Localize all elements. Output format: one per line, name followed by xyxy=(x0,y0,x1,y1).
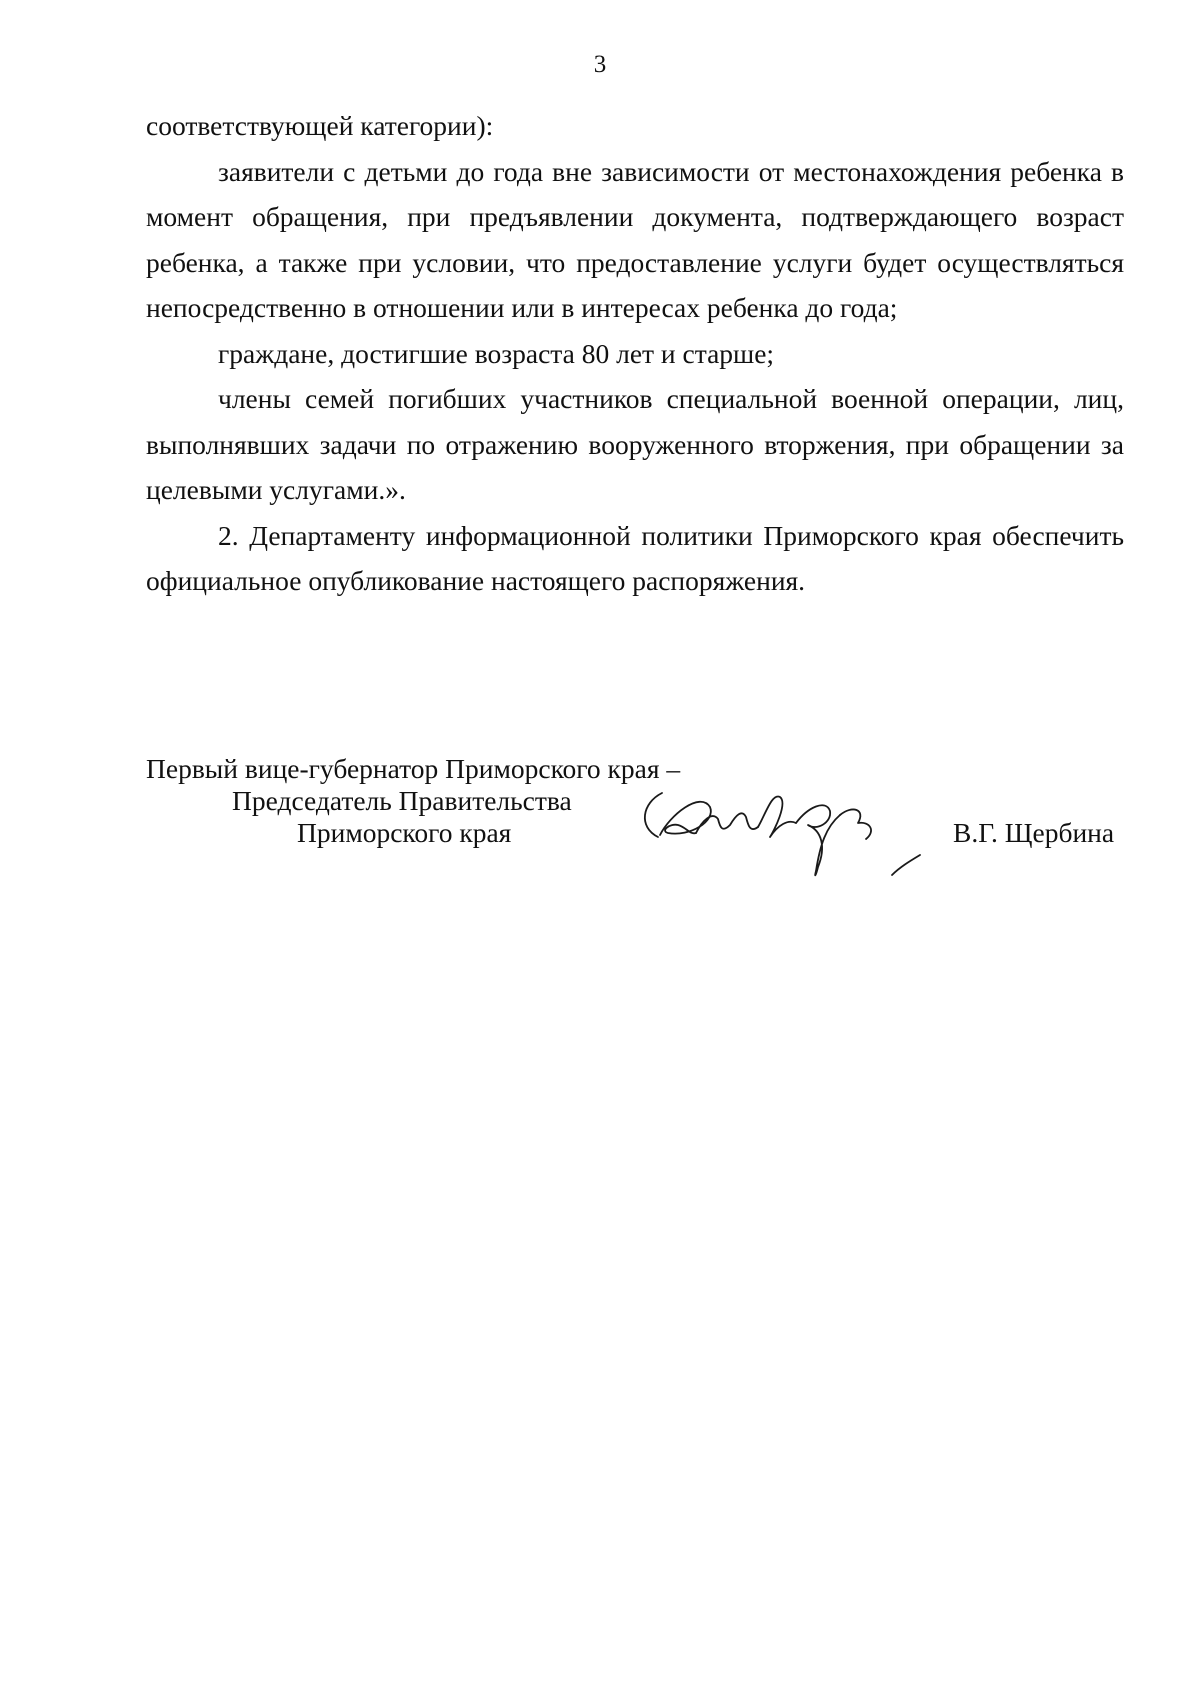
signatory-title-line-1: Первый вице-губернатор Приморского края – xyxy=(146,753,681,784)
paragraph-2: заявители с детьми до года вне зависимости от местонахождения ребенка в момент обращения, при предъявлении документа, подтверждающего возраст ребенка, а также при условии, что предоставление услуги будет осуществляться непосредственно в отношении или в интересах ребенка до года; xyxy=(146,155,1124,323)
signatory-title-line-3: Приморского края xyxy=(297,817,512,848)
paragraph-5: 2. Департаменту информационной политики Приморского края обеспечить официальное опубликование настоящего распоряжения. xyxy=(146,519,1124,596)
signatory-name: В.Г. Щербина xyxy=(953,817,1115,848)
paragraph-4: члены семей погибших участников специальной военной операции, лиц, выполнявших задачи по отражению вооруженного вторжения, при обращении за целевыми услугами.». xyxy=(146,383,1124,505)
paragraph-1: соответствующей категории): xyxy=(146,110,494,141)
paragraph-3: граждане, достигшие возраста 80 лет и старше; xyxy=(218,337,775,369)
document-body xyxy=(146,103,1124,604)
page-number: 3 xyxy=(593,51,607,78)
handwritten-signature xyxy=(630,775,930,895)
signatory-title-line-2: Председатель Правительства xyxy=(232,785,572,816)
